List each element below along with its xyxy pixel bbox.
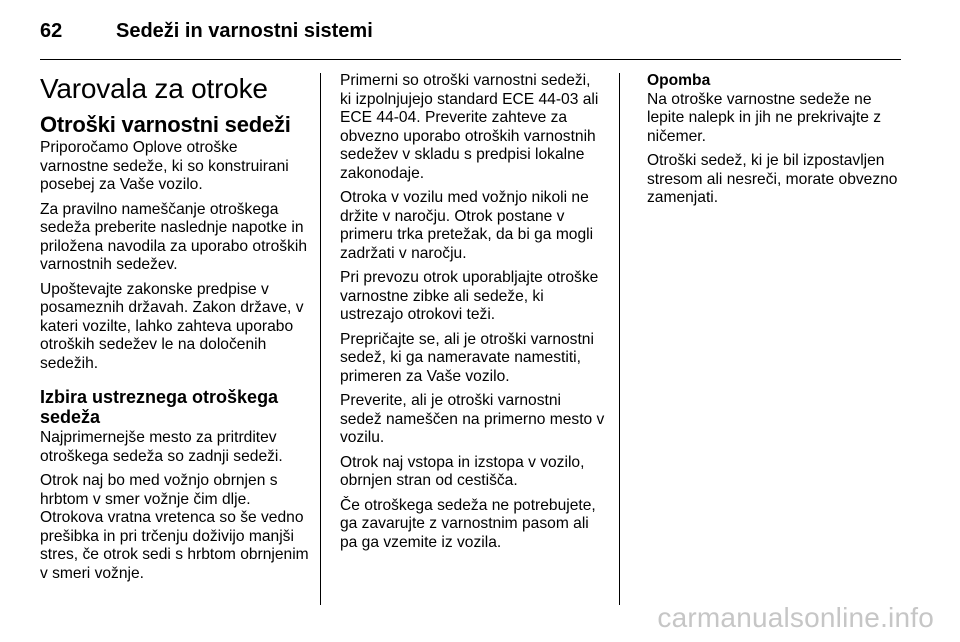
header-rule: [40, 59, 901, 60]
paragraph: Če otroškega sedeža ne potrebujete, ga zavarujte z varnostnim pasom ali pa ga vzemite iz vozila.: [340, 496, 596, 551]
watermark: carmanualsonline.info: [657, 602, 934, 633]
paragraph: Upoštevajte zakonske predpise v posameznih državah. Zakon države, v kateri vozilte, lahko zahteva uporabo otroških sedežev le na določenih sedežih.: [40, 280, 304, 372]
note-label: Opomba: [647, 72, 711, 89]
subsection-title: Otroški varnostni sedeži: [40, 112, 291, 137]
subheading: Izbira ustreznega otroškega sedeža: [40, 387, 279, 427]
paragraph: Otroka v vozilu med vožnjo nikoli ne držite v naročju. Otrok postane v primeru trka pretežak, da bi ga mogli zadržati v naročju.: [340, 189, 594, 262]
column-1: [40, 72, 310, 589]
column-divider-2: [619, 73, 620, 605]
running-title: Sedeži in varnostni sistemi: [116, 20, 373, 42]
paragraph: Pri prevozu otrok uporabljajte otroške varnostne zibke ali sedeže, ki ustrezajo otrokovi teži.: [340, 269, 599, 323]
column-2: [340, 72, 606, 558]
paragraph: Otroški sedež, ki je bil izpostavljen stresom ali nesreči, morate obvezno zamenjati.: [647, 152, 898, 206]
column-3: [647, 72, 913, 214]
column-divider-1: [320, 73, 321, 605]
paragraph: Priporočamo Oplove otroške varnostne sedeže, ki so konstruirani posebej za Vaše vozilo.: [40, 139, 289, 193]
paragraph: Prepričajte se, ali je otroški varnostni sedež, ki ga nameravate namestiti, primeren za Vaše vozilo.: [340, 330, 594, 385]
paragraph: Otrokova vratna vretenca so še vedno prešibka in pri trčenju doživijo manjši stres, če otrok sedi s hrbtom obrnjenim v smeri vožnje.: [40, 509, 309, 582]
paragraph: Za pravilno nameščanje otroškega sedeža preberite naslednje napotke in priložena navodila za uporabo otroških varnostnih sedežev.: [40, 200, 307, 273]
paragraph: Najprimernejše mesto za pritrditev otroškega sedeža so zadnji sedeži.: [40, 429, 283, 465]
page-header: [40, 16, 920, 50]
section-title: Varovala za otroke: [40, 73, 268, 104]
paragraph: Primerni so otroški varnostni sedeži, ki izpolnjujejo standard ECE 44-03 ali ECE 44-04. Preverite zahteve za obvezno uporabo otroških varnostnih sedežev v skladu s predpisi lokalne zakonodaje.: [340, 72, 599, 182]
note-text: Na otroške varnostne sedeže ne lepite nalepk in jih ne prekrivajte z ničemer.: [647, 90, 882, 145]
paragraph: Otrok naj bo med vožnjo obrnjen s hrbtom v smer vožnje čim dlje.: [40, 472, 278, 508]
paragraph: Preverite, ali je otroški varnostni sedež nameščen na primerno mesto v vozilu.: [340, 392, 605, 446]
paragraph: Otrok naj vstopa in izstopa v vozilo, obrnjen stran od cestišča.: [340, 453, 585, 489]
page-number: 62: [40, 20, 63, 42]
